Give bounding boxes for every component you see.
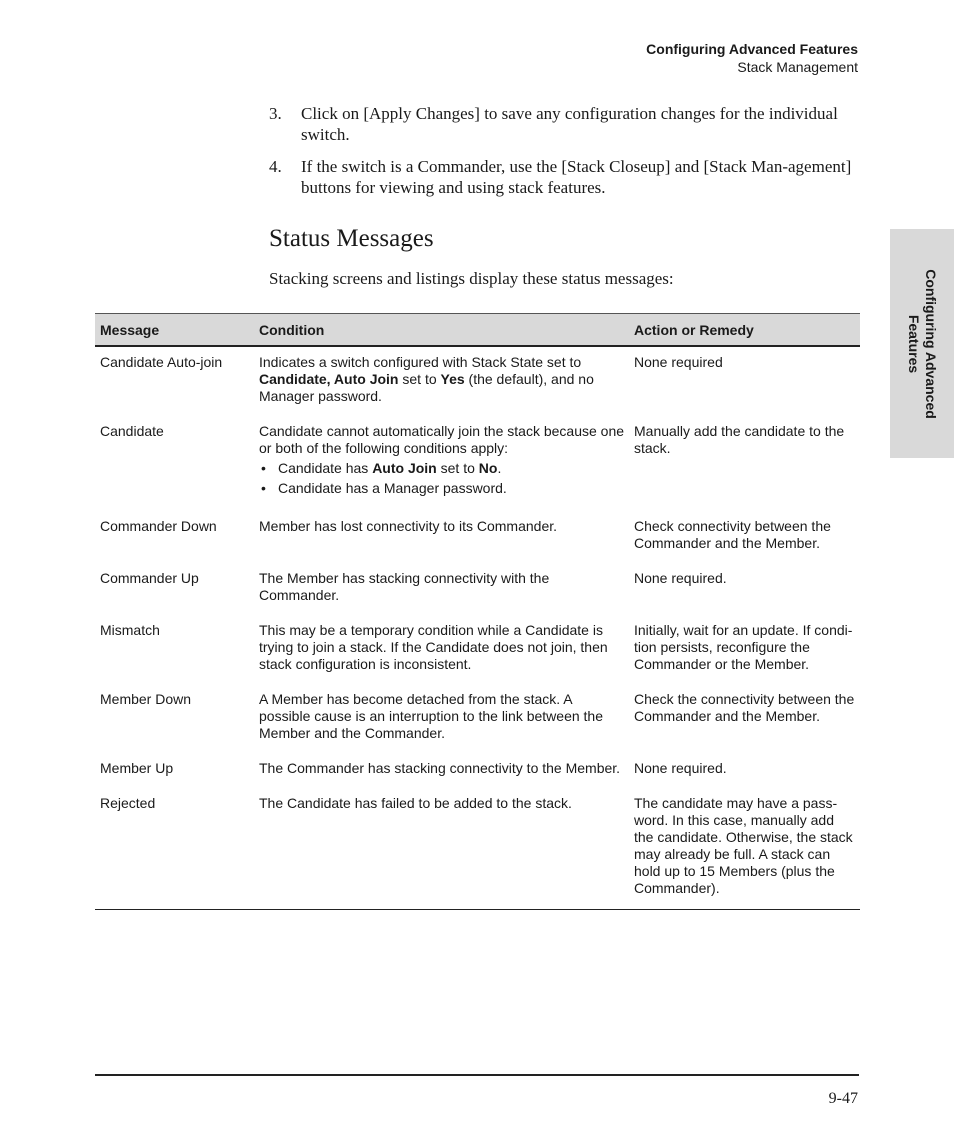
condition-cell: This may be a temporary condition while a Candidate is trying to join a stack. If the Candidate does not join, then stack configuration is inconsistent. — [259, 622, 608, 672]
condition-cell: The Member has stacking connectivity with the Commander. — [259, 570, 550, 603]
status-messages-table — [95, 313, 860, 910]
chapter-side-tab — [890, 229, 954, 458]
intro-paragraph: Stacking screens and listings display these status messages: — [269, 269, 674, 288]
message-cell: Candidate — [100, 423, 164, 439]
condition-cell: The Commander has stacking connectivity to the Member. — [259, 760, 621, 776]
page-number: 9-47 — [828, 1090, 858, 1107]
message-cell: Commander Down — [100, 518, 217, 534]
bullet-item: • Candidate has a Manager password. — [259, 480, 624, 497]
footer-rule — [95, 1074, 859, 1076]
message-cell: Member Up — [100, 760, 174, 776]
table-row — [95, 685, 860, 754]
table-row — [95, 616, 860, 685]
message-cell: Rejected — [100, 795, 156, 811]
message-cell: Commander Up — [100, 570, 199, 586]
action-cell: None required — [634, 354, 723, 370]
message-cell: Candidate Auto-join — [100, 354, 223, 370]
step-text: If the switch is a Commander, use the [Stack Closeup] and [Stack Man-agement] buttons for viewing and using stack features. — [301, 157, 852, 197]
bullet-keyword: Auto Join — [372, 460, 437, 476]
bullet-item — [259, 460, 624, 477]
action-cell: Manually add the candidate to the stack. — [634, 423, 845, 456]
step-text: Click on [Apply Changes] to save any configuration changes for the individual switch. — [301, 104, 838, 144]
side-tab-line-2: Features — [906, 314, 922, 373]
side-tab-line-1: Configuring Advanced — [923, 268, 939, 419]
section-title: Status Messages — [269, 225, 434, 252]
condition-text: (the default), and no Manager password. — [259, 371, 594, 404]
table-row — [95, 789, 860, 910]
column-header-condition: Condition — [254, 314, 629, 347]
condition-keyword: Yes — [440, 371, 465, 387]
step-number: 3. — [269, 104, 282, 123]
condition-cell: Member has lost connectivity to its Commander. — [259, 518, 558, 534]
condition-text: Indicates a switch configured with Stack State set to — [259, 354, 582, 370]
table-row — [95, 346, 860, 417]
column-header-action: Action or Remedy — [629, 314, 860, 347]
action-cell: None required. — [634, 570, 727, 586]
column-header-message: Message — [95, 314, 254, 347]
message-cell: Member Down — [100, 691, 192, 707]
bullet-keyword: No — [478, 460, 498, 476]
running-header-section: Stack Management — [737, 59, 858, 75]
condition-cell: The Candidate has failed to be added to the stack. — [259, 795, 572, 811]
table-row — [95, 512, 860, 564]
action-cell: None required. — [634, 760, 727, 776]
bullet-text: set to — [436, 460, 479, 476]
table-row — [95, 754, 860, 789]
table-row — [95, 417, 860, 512]
step-number: 4. — [269, 157, 282, 176]
action-cell: Initially, wait for an update. If condi-tion persists, reconfigure the Commander or the Member. — [634, 622, 853, 672]
table-row — [95, 564, 860, 616]
condition-text: Candidate cannot automatically join the stack because one or both of the following conditions apply: — [259, 423, 625, 456]
bullet-text: Candidate has — [278, 460, 373, 476]
message-cell: Mismatch — [100, 622, 160, 638]
condition-text: set to — [398, 371, 441, 387]
condition-cell — [254, 346, 629, 417]
condition-cell: A Member has become detached from the stack. A possible cause is an interruption to the link between the Member and the Commander. — [259, 691, 603, 741]
side-tab-label — [905, 269, 939, 419]
bullet-text: . — [497, 460, 502, 476]
condition-keyword: Candidate, Auto Join — [259, 371, 399, 387]
action-cell: Check the connectivity between the Commander and the Member. — [634, 691, 855, 724]
step-4 — [269, 156, 859, 198]
action-cell: The candidate may have a pass-word. In this case, manually add the candidate. Otherwise, the stack may already be full. A stack can hold up to 15 Members (plus the Commander). — [634, 795, 853, 896]
condition-bullet-list — [259, 460, 624, 497]
table-header-row — [95, 314, 860, 347]
step-3 — [269, 103, 859, 145]
running-header-chapter: Configuring Advanced Features — [646, 41, 858, 57]
condition-cell — [254, 417, 629, 512]
action-cell: Check connectivity between the Commander and the Member. — [634, 518, 831, 551]
